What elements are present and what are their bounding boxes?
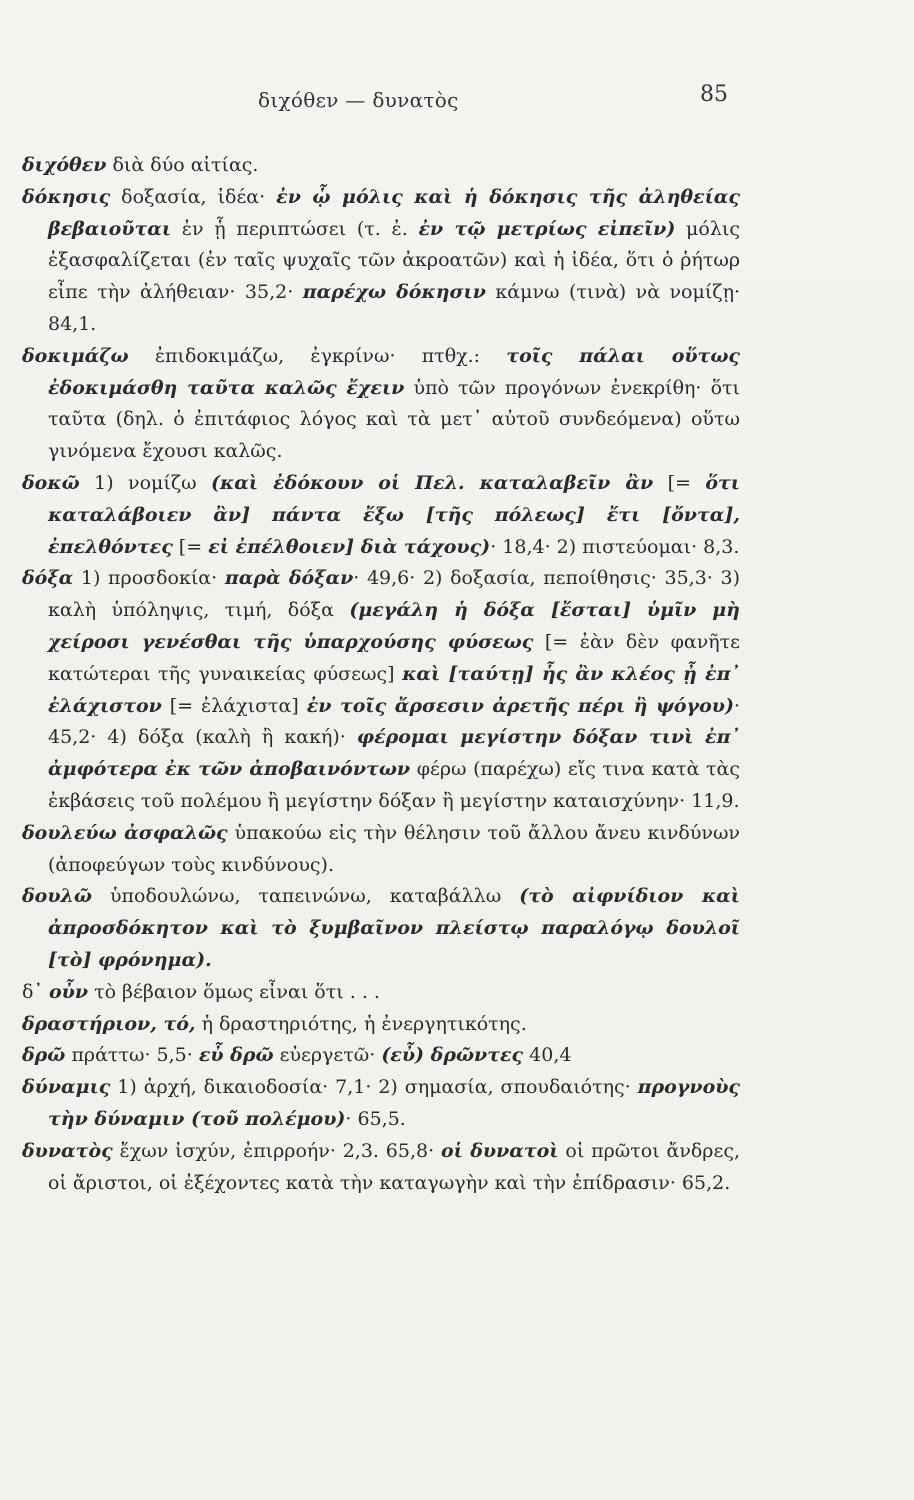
quoted-phrase: ἐν ᾧ μόλις καὶ ἡ δόκησις τῆς ἀληθείας βεβαιοῦται	[48, 185, 740, 240]
quoted-phrase: τοῖς πάλαι οὕτως ἐδοκιμάσθη ταῦτα καλῶς ἔχειν	[48, 344, 740, 399]
definition-text: τὸ βέβαιον ὅμως εἶναι ὅτι . . .	[88, 980, 380, 1003]
quoted-phrase: εἰ ἐπέλθοιεν] διὰ τάχους)	[208, 535, 491, 558]
quoted-phrase: καὶ [ταύτῃ] ἧς ἂν κλέος ᾖ ἐπ᾽ ἐλάχιστον	[48, 662, 740, 717]
definition-text: μόλις ἐξασφαλίζεται (ἐν ταῖς ψυχαῖς τῶν ἀκροατῶν) καὶ ἡ ἰδέα, ὅτι ὁ ῥήτωρ εἶπε τὴν ἀλήθειαν· 35,2·	[48, 217, 740, 304]
quoted-phrase: οὖν	[48, 980, 89, 1003]
glossary-entry	[22, 182, 740, 341]
definition-text: δοξασία, ἰδέα·	[110, 185, 277, 208]
entry-headword: δόξα	[22, 567, 74, 590]
glossary-entry	[22, 150, 740, 182]
definition-text: [=	[653, 471, 706, 494]
definition-text: οἱ πρῶτοι ἄνδρες, οἱ ἄριστοι, οἱ ἐξέχοντες κατὰ τὴν καταγωγὴν καὶ τὴν ἐπίδρασιν· 65,2.	[48, 1139, 740, 1194]
definition-text: [= ἐὰν δὲν φανῆτε κατώτεραι τῆς γυναικείας φύσεως]	[48, 630, 740, 685]
entry-headword: δόκησις	[22, 185, 111, 208]
glossary-entry	[22, 1009, 740, 1041]
quoted-phrase: (εὖ) δρῶντες	[381, 1044, 524, 1067]
definition-text: [= ἐλάχιστα]	[161, 694, 307, 717]
definition-text: ἔχων ἰσχύν, ἐπιρροήν· 2,3. 65,8·	[112, 1139, 441, 1162]
entry-headword: δρῶ	[22, 1044, 66, 1067]
glossary-entry	[22, 818, 740, 882]
definition-text: · 49,6· 2) δοξασία, πεποίθησις· 35,3· 3) καλὴ ὑπόληψις, τιμή, δόξα	[48, 567, 740, 622]
glossary-entry	[22, 1040, 740, 1072]
definition-text: [=	[172, 535, 209, 558]
entry-headword: διχόθεν	[22, 154, 107, 176]
entry-headword: δοκῶ	[22, 471, 80, 494]
entry-headword: δοκιμάζω	[22, 344, 129, 367]
definition-text: ἐν ᾗ περιπτώσει (τ. ἐ.	[171, 217, 419, 240]
quoted-phrase: παρὰ δόξαν	[224, 567, 354, 590]
glossary-entry	[22, 1072, 740, 1136]
definition-text: · 65,5.	[345, 1107, 406, 1130]
quoted-phrase: οἱ δυνατοὶ	[440, 1139, 559, 1162]
definition-text: ὑποδουλώνω, ταπεινώνω, καταβάλλω	[91, 885, 520, 908]
quoted-phrase: φέρομαι μεγίστην δόξαν τινὶ ἐπ᾽ ἀμφότερα ἐκ τῶν ἀποβαινόντων	[48, 726, 740, 781]
definition-text: 1) προσδοκία·	[73, 567, 225, 590]
entry-headword: δουλῶ	[22, 885, 92, 908]
quoted-phrase: (τὸ αἰφνίδιον καὶ ἀπροσδόκητον καὶ τὸ ξυμβαῖνον πλείστῳ παραλόγῳ δουλοῖ [τὸ] φρόνημα).	[48, 885, 740, 971]
definition-text: ὑπὸ τῶν προγόνων ἐνεκρίθη· ὅτι ταῦτα (δηλ. ὁ ἐπιτάφιος λόγος καὶ τὰ μετ᾽ αὐτοῦ συνδεόμενα) οὕτω γινόμενα ἔχουσι καλῶς.	[48, 376, 740, 463]
glossary-entry	[22, 563, 740, 817]
definition-text: 1) νομίζω	[79, 471, 212, 494]
definition-text: πράττω· 5,5·	[65, 1044, 199, 1067]
definition-text: φέρω (παρέχω) εἴς τινα κατὰ τὰς ἐκβάσεις τοῦ πολέμου ἢ μεγίστην δόξαν ἢ μεγίστην καταισχύνην· 11,9.	[48, 758, 740, 812]
definition-text: κάμνω (τινὰ) νὰ νομίζῃ· 84,1.	[48, 281, 741, 335]
glossary-entry	[22, 977, 740, 1009]
page-number: 85	[700, 82, 728, 107]
quoted-phrase: προγνοὺς τὴν δύναμιν (τοῦ πολέμου)	[48, 1076, 740, 1130]
quoted-phrase: εὖ δρῶ	[198, 1044, 274, 1067]
glossary-entry	[22, 341, 740, 468]
quoted-phrase: ἐν τοῖς ἄρσεσιν ἀρετῆς πέρι ἢ ψόγου)	[306, 694, 734, 717]
entry-headword: δραστήριον, τό,	[22, 1012, 196, 1035]
definition-text: · 18,4· 2) πιστεύομαι· 8,3.	[490, 535, 740, 558]
definition-text: 1) ἀρχή, δικαιοδοσία· 7,1· 2) σημασία, σπουδαιότης·	[110, 1076, 638, 1099]
entry-headword: δύναμις	[22, 1076, 111, 1099]
glossary-entry	[22, 881, 740, 976]
entry-headword: δουλεύω ἀσφαλῶς	[22, 821, 228, 844]
quoted-phrase: ὅτι καταλάβοιεν ἂν] πάντα ἔξω [τῆς πόλεως] ἔτι [ὄντα], ἐπελθόντες	[48, 471, 740, 558]
glossary-entry	[22, 1136, 740, 1200]
definition-text: δ᾽	[22, 980, 49, 1003]
quoted-phrase: παρέχω δόκησιν	[302, 281, 486, 304]
definition-text: διὰ δύο αἰτίας.	[106, 154, 259, 176]
quoted-phrase: (μεγάλη ἡ δόξα [ἔσται] ὑμῖν μὴ χείροσι γενέσθαι τῆς ὑπαρχούσης φύσεως	[48, 599, 740, 653]
running-title: διχόθεν — δυνατὸς	[258, 88, 459, 112]
definition-text: ἐπιδοκιμάζω, ἐγκρίνω· πτθχ.:	[128, 344, 507, 367]
definition-text: · 45,2· 4) δόξα (καλὴ ἢ κακή)·	[48, 694, 740, 749]
entry-headword: δυνατὸς	[22, 1139, 113, 1162]
definition-text: εὐεργετῶ·	[273, 1044, 382, 1067]
definition-text: ὑπακούω εἰς τὴν θέλησιν τοῦ ἄλλου ἄνευ κινδύνων (ἀποφεύγων τοὺς κινδύνους).	[48, 821, 740, 876]
glossary-entries	[22, 150, 740, 1199]
quoted-phrase: ἐν τῷ μετρίως εἰπεῖν)	[418, 217, 676, 240]
definition-text: ἡ δραστηριότης, ἡ ἐνεργητικότης.	[195, 1012, 527, 1035]
quoted-phrase: (καὶ ἐδόκουν οἱ Πελ. καταλαβεῖν ἂν	[211, 471, 654, 494]
glossary-entry	[22, 468, 740, 563]
definition-text: 40,4	[523, 1044, 572, 1067]
